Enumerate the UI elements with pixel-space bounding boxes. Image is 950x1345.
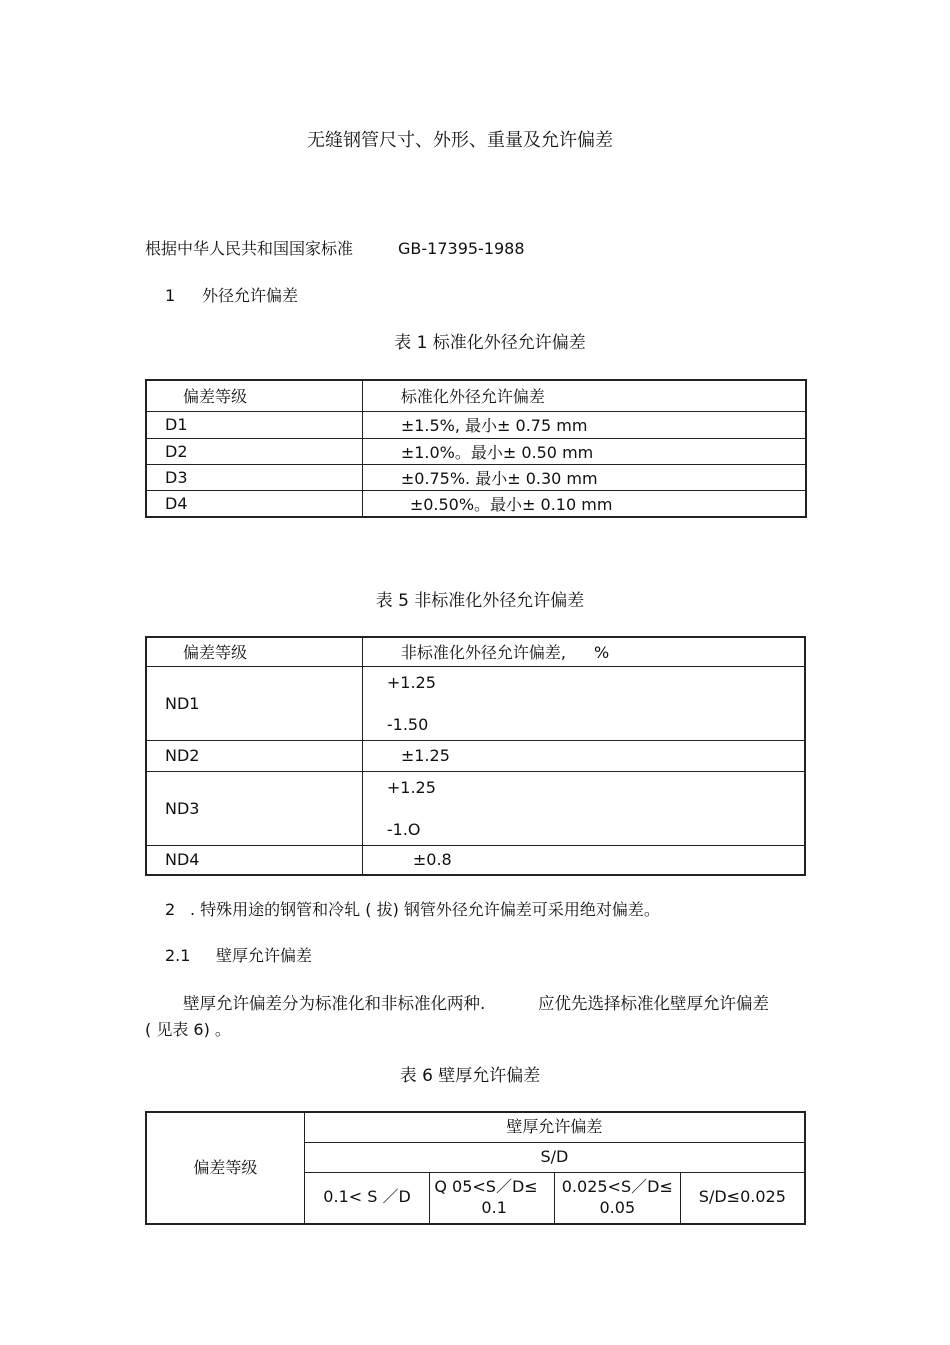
section-2-1-title: 壁厚允许偏差	[216, 946, 313, 965]
table-row	[146, 666, 805, 740]
standard-basis-text: 根据中华人民共和国国家标准	[145, 239, 354, 258]
section-1-number: 1	[165, 286, 176, 305]
table-header-unit: %	[593, 643, 610, 663]
table-header-cell: 偏差等级	[146, 637, 362, 666]
table-cell-grade: D2	[146, 438, 362, 464]
table-cell-value: ±1.5%, 最小± 0.75 mm	[362, 411, 806, 438]
table-1	[145, 379, 807, 518]
table-header-cell: 偏差等级	[146, 380, 362, 411]
table-6	[145, 1111, 806, 1225]
range-cell	[430, 1172, 555, 1224]
table-row	[146, 490, 806, 517]
section-2-1-number: 2.1	[165, 946, 191, 965]
table-row	[146, 438, 806, 464]
table-row	[146, 637, 805, 666]
table-row	[146, 1112, 805, 1142]
paragraph-line-1b: 应优先选择标准化壁厚允许偏差	[538, 994, 769, 1013]
table-header-sd: S/D	[304, 1142, 805, 1172]
upper-tolerance: +1.25	[386, 777, 436, 797]
table-5-caption: 表 5 非标准化外径允许偏差	[375, 591, 585, 611]
range-line: 0.05	[599, 1197, 636, 1217]
table-cell-grade: ND2	[146, 740, 362, 771]
table-cell-grade: D4	[146, 490, 362, 517]
table-header-grade: 偏差等级	[146, 1112, 304, 1224]
table-header-label: 非标准化外径允许偏差,	[400, 643, 566, 663]
table-header-main: 壁厚允许偏差	[304, 1112, 805, 1142]
range-cell	[554, 1172, 680, 1224]
table-cell-grade: D1	[146, 411, 362, 438]
table-row	[146, 845, 805, 875]
section-1-title: 外径允许偏差	[202, 286, 299, 305]
paragraph-line-2: ( 见表 6) 。	[145, 1020, 231, 1039]
page-title: 无缝钢管尺寸、外形、重量及允许偏差	[307, 130, 613, 151]
table-cell-grade: ND4	[146, 845, 362, 875]
table-cell-grade: ND3	[146, 771, 362, 845]
section-2-text: . 特殊用途的钢管和冷轧 ( 拔) 钢管外径允许偏差可采用绝对偏差。	[190, 900, 660, 919]
table-cell-value: ±0.75%. 最小± 0.30 mm	[362, 464, 806, 490]
range-line: S/D≤0.025	[698, 1187, 786, 1207]
upper-tolerance: +1.25	[386, 672, 436, 692]
range-line: Q 05<S／D≤	[434, 1176, 538, 1196]
table-header-cell: 标准化外径允许偏差	[362, 380, 806, 411]
range-line: 0.1< S ／D	[323, 1187, 411, 1207]
table-5	[145, 636, 806, 876]
lower-tolerance: -1.O	[386, 819, 421, 839]
table-cell-grade: D3	[146, 464, 362, 490]
table-header-cell	[362, 637, 805, 666]
table-row	[146, 380, 806, 411]
table-cell-value	[362, 771, 805, 845]
table-cell-grade: ND1	[146, 666, 362, 740]
range-cell	[304, 1172, 430, 1224]
range-cell	[680, 1172, 805, 1224]
standard-code: GB-17395-1988	[398, 239, 525, 258]
range-line: 0.1	[481, 1197, 507, 1217]
table-cell-value: ±0.8	[362, 845, 805, 875]
table-cell-value: ±1.0%。最小± 0.50 mm	[362, 438, 806, 464]
range-line: 0.025<S／D≤	[561, 1176, 673, 1196]
lower-tolerance: -1.50	[386, 714, 429, 734]
table-1-caption: 表 1 标准化外径允许偏差	[394, 333, 586, 353]
table-row	[146, 771, 805, 845]
paragraph-line-1a: 壁厚允许偏差分为标准化和非标准化两种.	[183, 994, 486, 1013]
table-cell-value: ±1.25	[362, 740, 805, 771]
table-row	[146, 464, 806, 490]
table-6-caption: 表 6 壁厚允许偏差	[399, 1066, 541, 1086]
table-cell-value: ±0.50%。最小± 0.10 mm	[362, 490, 806, 517]
table-row	[146, 411, 806, 438]
table-row	[146, 740, 805, 771]
section-2-number: 2	[165, 900, 176, 919]
table-cell-value	[362, 666, 805, 740]
